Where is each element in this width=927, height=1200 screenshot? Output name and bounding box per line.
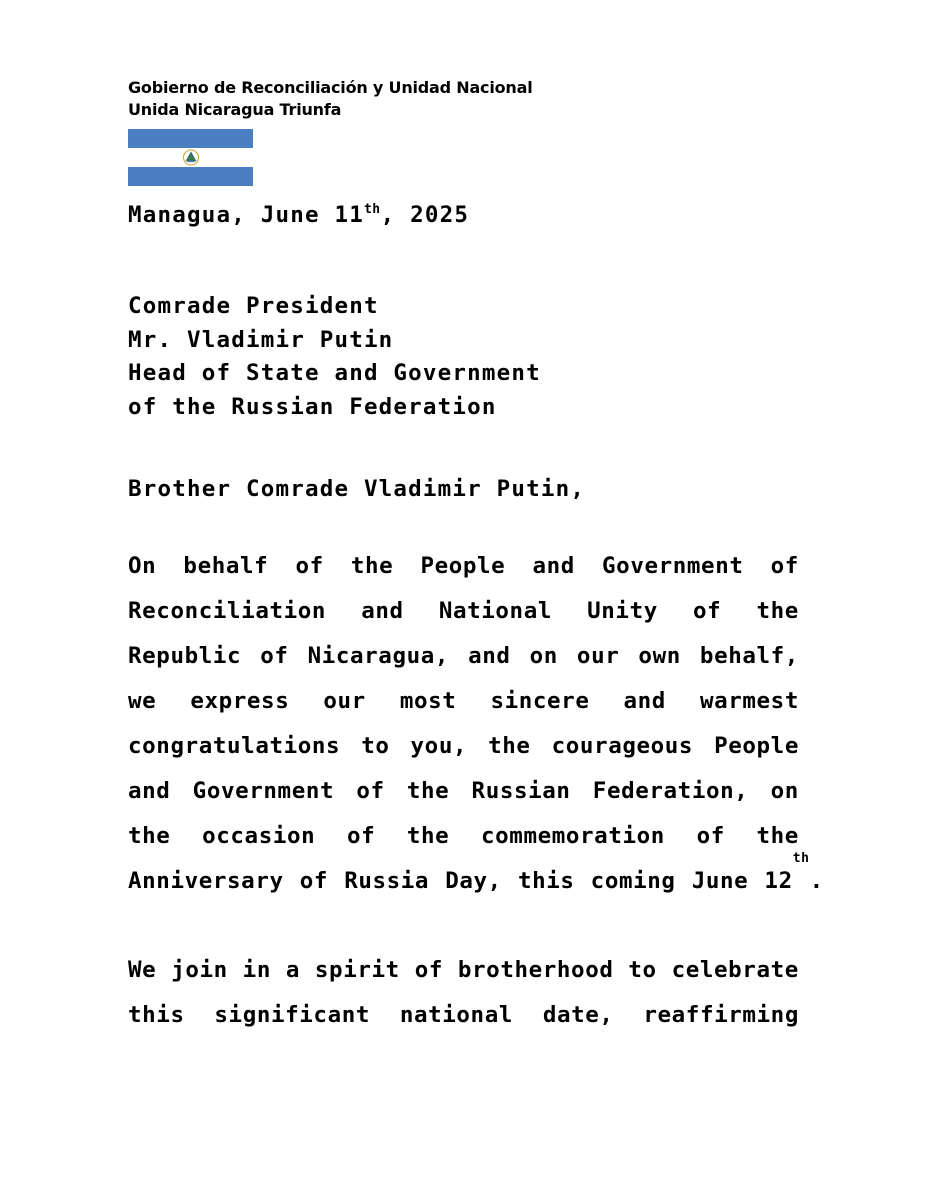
paragraph-line bbox=[128, 724, 799, 769]
word: occasion bbox=[202, 823, 316, 849]
word: of bbox=[770, 553, 799, 579]
word: Russian bbox=[471, 778, 571, 804]
word: People bbox=[714, 733, 799, 759]
word: of bbox=[356, 778, 385, 804]
word: of bbox=[693, 598, 722, 624]
paragraph-line bbox=[128, 679, 799, 724]
word: a bbox=[285, 957, 301, 983]
word: on bbox=[770, 778, 799, 804]
word: spirit bbox=[314, 957, 400, 983]
word: of bbox=[346, 823, 376, 849]
last-line-text: Anniversary of Russia Day, this coming June 12 bbox=[128, 868, 793, 894]
letterhead-government-name: Gobierno de Reconciliación y Unidad Nacional bbox=[128, 78, 533, 97]
last-line-period: . bbox=[809, 868, 824, 894]
flag-top-stripe bbox=[128, 129, 253, 148]
word: of bbox=[295, 553, 324, 579]
word: most bbox=[399, 688, 457, 714]
word: congratulations bbox=[128, 733, 341, 759]
nicaragua-flag bbox=[128, 129, 253, 186]
word: this bbox=[128, 1002, 185, 1028]
word: of bbox=[260, 643, 289, 669]
body-paragraph-1 bbox=[128, 544, 824, 904]
date-ordinal: th bbox=[363, 202, 381, 217]
word: join bbox=[171, 957, 228, 983]
word: express bbox=[190, 688, 290, 714]
paragraph-line bbox=[128, 814, 799, 859]
word: to bbox=[628, 957, 657, 983]
word: significant bbox=[214, 1002, 371, 1028]
word: of bbox=[414, 957, 443, 983]
letter-date bbox=[128, 198, 469, 232]
word: national bbox=[399, 1002, 513, 1028]
word: our bbox=[323, 688, 366, 714]
word: Government bbox=[602, 553, 744, 579]
paragraph-line bbox=[128, 634, 799, 679]
salutation: Brother Comrade Vladimir Putin, bbox=[128, 476, 586, 502]
letterhead bbox=[128, 77, 533, 121]
word: Federation, bbox=[592, 778, 749, 804]
word: to bbox=[361, 733, 390, 759]
word: the bbox=[128, 823, 171, 849]
addressee-country: of the Russian Federation bbox=[128, 393, 497, 420]
word: our bbox=[576, 643, 620, 669]
word: we bbox=[128, 688, 157, 714]
paragraph-line bbox=[128, 993, 799, 1038]
word: sincere bbox=[490, 688, 590, 714]
word: People bbox=[420, 553, 506, 579]
body-paragraph-2 bbox=[128, 948, 799, 1038]
word: reaffirming bbox=[643, 1002, 799, 1028]
word: date, bbox=[542, 1002, 614, 1028]
flag-bottom-stripe bbox=[128, 167, 253, 186]
paragraph-line bbox=[128, 589, 799, 634]
letterhead-slogan: Unida Nicaragua Triunfa bbox=[128, 100, 342, 119]
word: brotherhood bbox=[457, 957, 614, 983]
last-line-ordinal: th bbox=[792, 851, 810, 866]
word: and bbox=[532, 553, 575, 579]
word: celebrate bbox=[671, 957, 799, 983]
word: the bbox=[756, 598, 799, 624]
word: warmest bbox=[699, 688, 799, 714]
word: and bbox=[361, 598, 404, 624]
date-year: , 2025 bbox=[380, 202, 470, 228]
word: behalf bbox=[183, 553, 269, 579]
word: Nicaragua, bbox=[307, 643, 450, 669]
paragraph-line bbox=[128, 948, 799, 993]
word: the bbox=[488, 733, 531, 759]
addressee-name: Mr. Vladimir Putin bbox=[128, 326, 394, 353]
word: and bbox=[623, 688, 666, 714]
word: and bbox=[468, 643, 511, 669]
word: Republic bbox=[128, 643, 242, 669]
word: behalf, bbox=[699, 643, 799, 669]
word: Reconciliation bbox=[128, 598, 327, 624]
word: commemoration bbox=[481, 823, 665, 849]
word: own bbox=[638, 643, 681, 669]
word: the bbox=[350, 553, 394, 579]
word: the bbox=[406, 778, 450, 804]
flag-center-stripe bbox=[128, 148, 253, 167]
addressee-title: Comrade President bbox=[128, 293, 379, 319]
word: Unity bbox=[587, 598, 658, 624]
word: on bbox=[529, 643, 558, 669]
paragraph-last-line bbox=[128, 851, 824, 904]
word: you, bbox=[410, 733, 468, 759]
word: and bbox=[128, 778, 171, 804]
word: Government bbox=[192, 778, 335, 804]
word: National bbox=[438, 598, 552, 624]
word: On bbox=[128, 553, 157, 579]
paragraph-line bbox=[128, 544, 799, 589]
word: courageous bbox=[551, 733, 694, 759]
word: the bbox=[406, 823, 450, 849]
word: We bbox=[128, 957, 157, 983]
word: of bbox=[696, 823, 725, 849]
addressee-role: Head of State and Government bbox=[128, 360, 541, 386]
word: the bbox=[756, 823, 799, 849]
coat-of-arms-icon bbox=[180, 149, 202, 166]
date-main: Managua, June 11 bbox=[128, 202, 364, 228]
addressee-block bbox=[128, 290, 541, 424]
paragraph-line bbox=[128, 769, 799, 814]
word: in bbox=[242, 957, 271, 983]
